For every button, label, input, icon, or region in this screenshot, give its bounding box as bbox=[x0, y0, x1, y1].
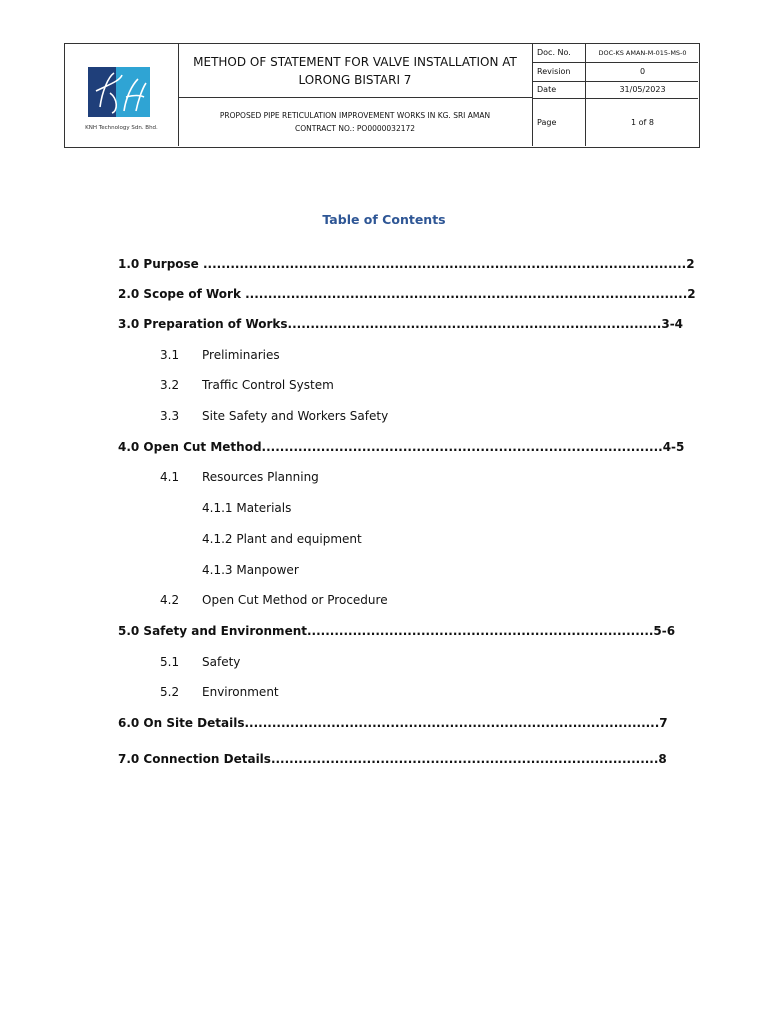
meta-value: 0 bbox=[639, 67, 646, 76]
toc-sub-label: Resources Planning bbox=[202, 470, 319, 484]
toc-sub-number: 5.1 bbox=[160, 655, 180, 669]
meta-label: Revision bbox=[537, 67, 571, 76]
meta-row-page bbox=[533, 99, 698, 146]
document-subtitle bbox=[178, 98, 533, 146]
meta-label: Page bbox=[537, 118, 557, 127]
toc-entry-1: 1.0 Purpose ..........................................................................................................2 bbox=[118, 257, 695, 271]
logo-cell bbox=[65, 44, 179, 146]
toc-entry-5: 5.0 Safety and Environment............................................................................5-6 bbox=[118, 624, 676, 638]
meta-row-date bbox=[533, 82, 698, 99]
document-title: METHOD OF STATEMENT FOR VALVE INSTALLATION AT LORONG BISTARI 7 bbox=[178, 44, 533, 98]
toc-sub-number: 4.1 bbox=[160, 470, 180, 484]
meta-label: Doc. No. bbox=[537, 48, 571, 57]
toc-title: Table of Contents bbox=[322, 212, 446, 227]
toc-subsub-label: 4.1.2 Plant and equipment bbox=[202, 532, 362, 546]
company-name: KNH Technology Sdn. Bhd. bbox=[85, 125, 158, 131]
meta-value: DOC-KS AMAN-M-015-MS-0 bbox=[598, 49, 687, 57]
document-header bbox=[64, 43, 700, 148]
toc-sub-number: 3.3 bbox=[160, 409, 180, 423]
toc-entry-2: 2.0 Scope of Work .................................................................................................2 bbox=[118, 287, 696, 301]
toc-entry-3: 3.0 Preparation of Works..................................................................................3-4 bbox=[118, 317, 684, 331]
toc-sub-number: 5.2 bbox=[160, 685, 180, 699]
project-name: PROPOSED PIPE RETICULATION IMPROVEMENT WORKS IN KG. SRI AMAN bbox=[219, 111, 491, 120]
meta-row-doc-no bbox=[533, 44, 698, 63]
toc-entry-6: 6.0 On Site Details...........................................................................................7 bbox=[118, 716, 668, 730]
toc-sub-label: Safety bbox=[202, 655, 241, 669]
toc-sub-label: Preliminaries bbox=[202, 348, 280, 362]
meta-row-revision bbox=[533, 63, 698, 82]
toc-sub-label: Site Safety and Workers Safety bbox=[202, 409, 389, 423]
toc-subsub-label: 4.1.1 Materials bbox=[202, 501, 292, 515]
toc-sub-label: Environment bbox=[202, 685, 279, 699]
toc-sub-number: 3.1 bbox=[160, 348, 180, 362]
toc-sub-label: Traffic Control System bbox=[202, 378, 334, 392]
toc-sub-number: 3.2 bbox=[160, 378, 180, 392]
toc-sub-number: 4.2 bbox=[160, 593, 180, 607]
company-logo bbox=[88, 67, 150, 117]
toc-entry-7: 7.0 Connection Details.....................................................................................8 bbox=[118, 752, 667, 766]
toc-entry-4: 4.0 Open Cut Method........................................................................................4-5 bbox=[118, 440, 685, 454]
meta-value: 31/05/2023 bbox=[619, 85, 666, 94]
contract-number: CONTRACT NO.: PO0000032172 bbox=[294, 124, 416, 133]
meta-value: 1 of 8 bbox=[631, 118, 654, 127]
toc-sub-label: Open Cut Method or Procedure bbox=[202, 593, 388, 607]
meta-label: Date bbox=[537, 85, 557, 94]
toc-subsub-label: 4.1.3 Manpower bbox=[202, 563, 299, 577]
